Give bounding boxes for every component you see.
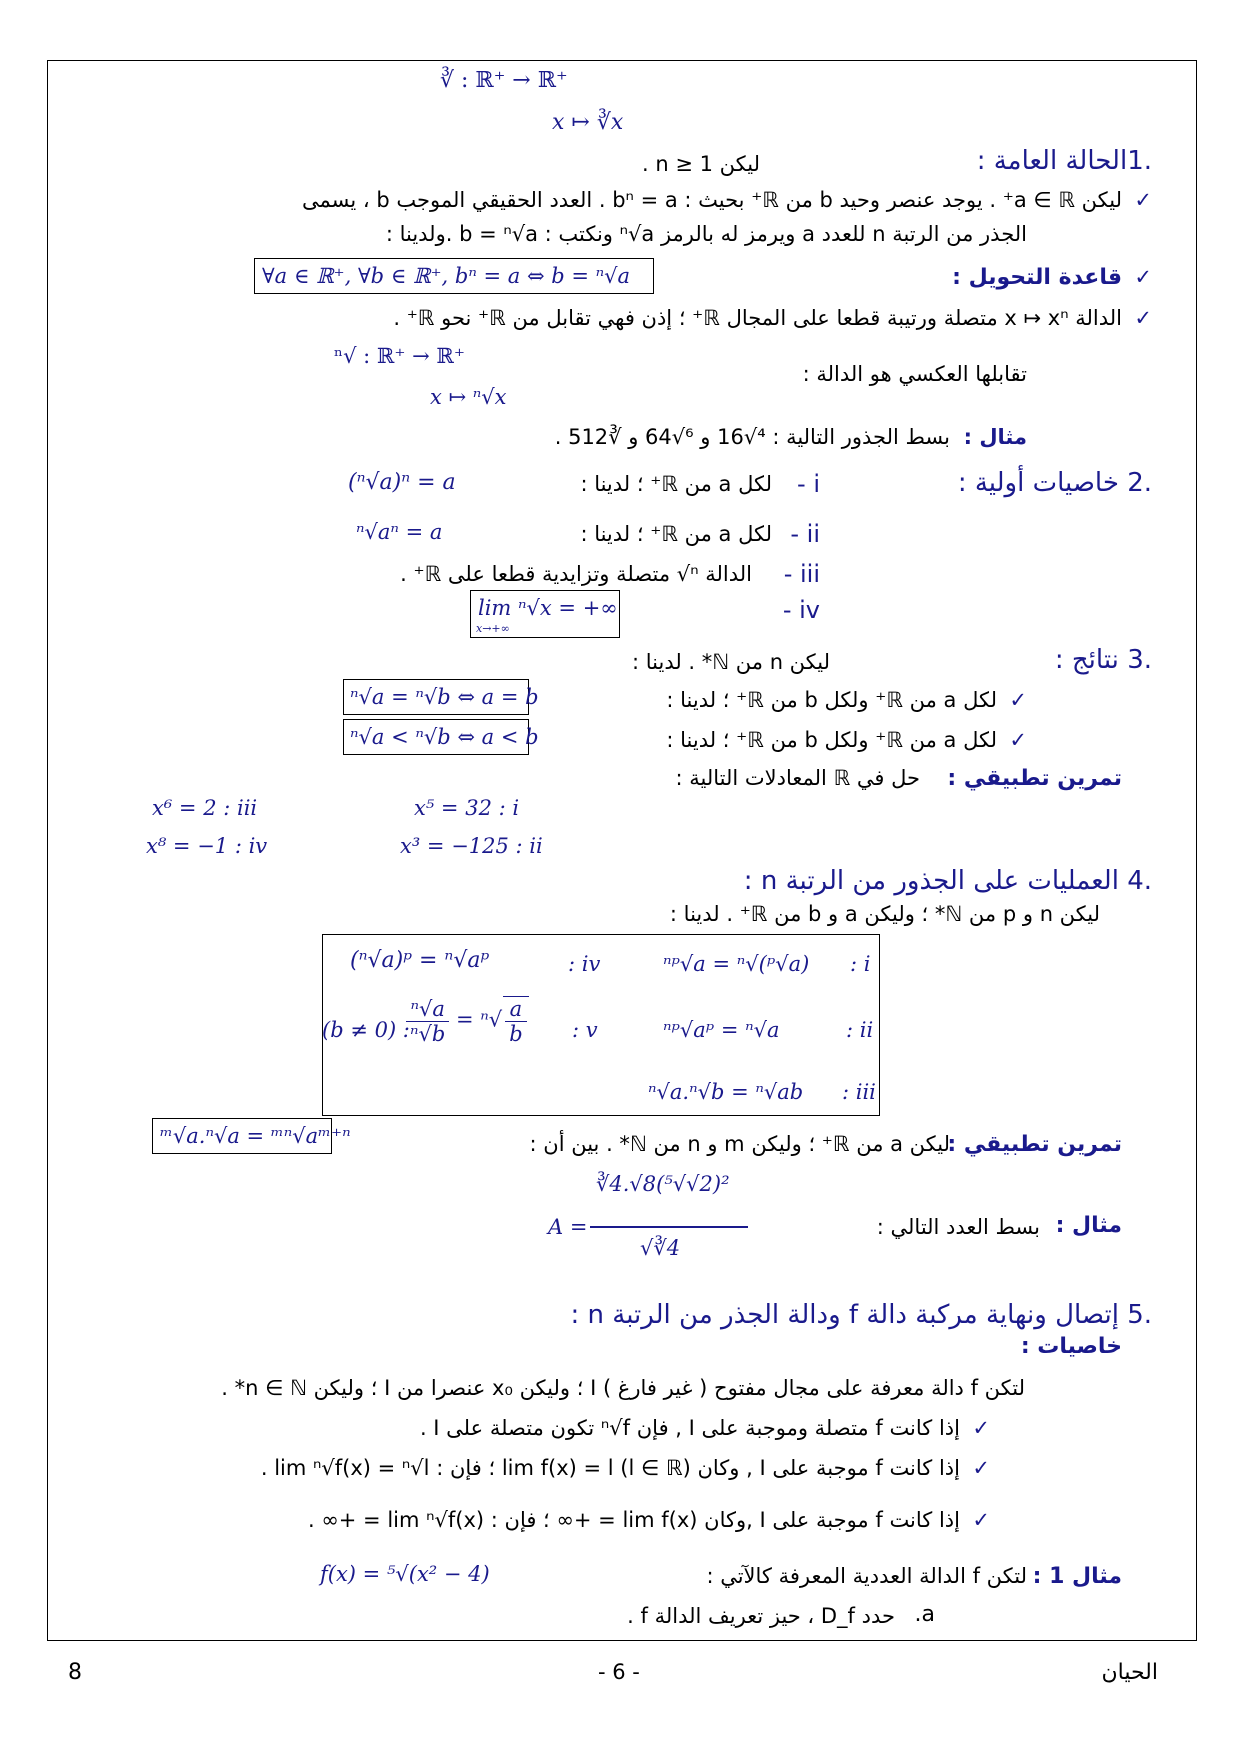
s5-c1: إذا كانت f متصلة وموجبة على I , فإن ⁿ√f تكون متصلة على I . xyxy=(419,1416,960,1440)
s1-p1: ليكن a ∈ ℝ⁺ . يوجد عنصر وحيد b من ℝ⁺ بحيث : bⁿ = a . العدد الحقيقي الموجب b ، يسمى xyxy=(302,188,1122,212)
s5-c3: إذا كانت f موجبة على I ,وكان lim f(x) = +∞ ؛ فإن : lim ⁿ√f(x) = +∞ . xyxy=(307,1508,960,1532)
s5-title: .5 إتصال ونهاية مركبة دالة f ودالة الجذر من الرتبة n : xyxy=(570,1300,1152,1330)
s2-iii-label: iii - xyxy=(783,560,820,588)
s5-ex-label: مثال 1 : xyxy=(1032,1564,1122,1589)
s5-p1: لتكن f دالة معرفة على مجال مفتوح ( غير فارغ ) I ؛ وليكن x₀ عنصرا من I ؛ وليكن n ∈ ℕ* . xyxy=(221,1376,1025,1400)
s4-f-ii: ⁿᵖ√aᵖ = ⁿ√a xyxy=(663,1018,780,1042)
s4-A-label: A = xyxy=(548,1215,588,1239)
s4-lab-ii: : ii xyxy=(846,1018,874,1042)
s3-ex-label: تمرين تطبيقي : xyxy=(947,766,1122,791)
s1-inv-text: تقابلها العكسي هو الدالة : xyxy=(802,362,1027,386)
s3-r1-formula: ⁿ√a = ⁿ√b ⇔ a = b xyxy=(350,685,539,709)
s4-title: .4 العمليات على الجذور من الرتبة n : xyxy=(743,866,1152,896)
s5-a-text: حدد D_f ، حيز تعريف الدالة f . xyxy=(627,1604,895,1628)
s3-eq-iv: x⁸ = −1 : iv xyxy=(146,834,268,858)
s4-f-iii: ⁿ√a.ⁿ√b = ⁿ√ab xyxy=(648,1080,804,1104)
check-icon: ✓ xyxy=(1134,188,1152,212)
check-icon: ✓ xyxy=(972,1416,990,1440)
check-icon: ✓ xyxy=(1009,728,1027,752)
s4-ex2-text: بسط العدد التالي : xyxy=(876,1215,1040,1239)
check-icon: ✓ xyxy=(972,1456,990,1480)
s2-ii-text: لكل a من ℝ⁺ ؛ لدينا : xyxy=(580,522,772,546)
s1-title: .1الحالة العامة : xyxy=(976,146,1152,176)
s1-rule-label: قاعدة التحويل : xyxy=(952,265,1122,290)
s3-intro: ليكن n من ℕ* . لدينا : xyxy=(631,650,830,674)
s4-lab-iii: : iii xyxy=(842,1080,876,1104)
s5-sub: خاصيات : xyxy=(1020,1334,1122,1359)
s3-title: .3 نتائج : xyxy=(1054,645,1152,675)
s2-title: .2 خاصيات أولية : xyxy=(957,468,1152,498)
s4-ex-formula: ᵐ√a.ⁿ√a = ᵐⁿ√aᵐ⁺ⁿ xyxy=(160,1124,351,1148)
intro-map-line1: ∛ : ℝ⁺ → ℝ⁺ xyxy=(440,68,568,93)
s1-p3: الدالة x ↦ xⁿ متصلة ورتيبة قطعا على المجال ℝ⁺ ؛ إذن فهي تقابل من ℝ⁺ نحو ℝ⁺ . xyxy=(393,306,1122,330)
s3-eq-iii: x⁶ = 2 : iii xyxy=(152,796,258,820)
s3-eq-i: x⁵ = 32 : i xyxy=(414,796,520,820)
s1-ex-text: بسط الجذور التالية : ⁴√16 و ⁶√64 و ∛512 . xyxy=(554,425,950,449)
s5-ex-text: لتكن f الدالة العددية المعرفة كالآتي : xyxy=(706,1564,1027,1588)
s5-ex-formula: f(x) = ⁵√(x² − 4) xyxy=(320,1562,490,1586)
s4-f-v-cond: (b ≠ 0) : xyxy=(322,1018,410,1042)
s3-eq-ii: x³ = −125 : ii xyxy=(400,834,543,858)
s4-f-v-frac: $\frac{\text{ⁿ√a}}{\text{ⁿ√b}}$ = ⁿ√ $\frac{a}{b}$ xyxy=(406,996,529,1046)
intro-map-line2: x ↦ ∛x xyxy=(552,110,624,135)
s3-r1-text: لكل a من ℝ⁺ ولكل b من ℝ⁺ ؛ لدينا : xyxy=(666,688,997,712)
s2-iii-text: الدالة ⁿ√ متصلة وتزايدية قطعا على ℝ⁺ . xyxy=(400,562,752,586)
s4-A-num: ∛4.√8(⁵√√2)² xyxy=(596,1172,730,1196)
footer-page-number: 8 xyxy=(68,1660,82,1685)
check-icon: ✓ xyxy=(1134,306,1152,330)
s4-ex2-label: مثال : xyxy=(1055,1213,1122,1238)
s1-p2: الجذر من الرتبة n للعدد a ويرمز له بالرمز ⁿ√a ونكتب : b = ⁿ√a .ولدينا : xyxy=(385,222,1027,246)
s4-A-den: √∛4 xyxy=(640,1236,681,1260)
s1-rule-formula: ∀a ∈ ℝ⁺, ∀b ∈ ℝ⁺, bⁿ = a ⇔ b = ⁿ√a xyxy=(262,264,631,288)
s4-f-iv: (ⁿ√a)ᵖ = ⁿ√aᵖ xyxy=(350,948,490,973)
fraction-line xyxy=(590,1226,748,1228)
footer-page-label: - 6 - xyxy=(598,1660,640,1684)
s4-ex-label: تمرين تطبيقي : xyxy=(947,1132,1122,1157)
s5-a-label: a. xyxy=(914,1602,935,1627)
s4-lab-v: : v xyxy=(572,1018,598,1042)
s2-i-text: لكل a من ℝ⁺ ؛ لدينا : xyxy=(580,472,772,496)
check-icon: ✓ xyxy=(972,1508,990,1532)
check-icon: ✓ xyxy=(1009,688,1027,712)
s3-ex-text: حل في ℝ المعادلات التالية : xyxy=(675,766,920,790)
s4-lab-iv: : iv xyxy=(568,952,601,976)
s3-r2-text: لكل a من ℝ⁺ ولكل b من ℝ⁺ ؛ لدينا : xyxy=(666,728,997,752)
s2-iv-formula: lim ⁿ√x = +∞ xyxy=(478,596,618,620)
s1-cond: ليكن n ≥ 1 . xyxy=(642,152,760,176)
s2-ii-formula: ⁿ√aⁿ = a xyxy=(356,520,443,544)
s1-inv-line2: x ↦ ⁿ√x xyxy=(430,385,507,409)
s2-i-label: i - xyxy=(797,470,820,498)
s5-c2: إذا كانت f موجبة على I , وكان lim f(x) = l (l ∈ ℝ) ؛ فإن : lim ⁿ√f(x) = ⁿ√l . xyxy=(260,1456,960,1480)
s4-f-i: ⁿᵖ√a = ⁿ√(ᵖ√a) xyxy=(663,952,810,976)
s4-intro: ليكن n و p من ℕ* ؛ وليكن a و b من ℝ⁺ . لدينا : xyxy=(669,902,1100,926)
s2-i-formula: (ⁿ√a)ⁿ = a xyxy=(348,470,456,495)
check-icon: ✓ xyxy=(1134,265,1152,289)
s1-inv-line1: ⁿ√ : ℝ⁺ → ℝ⁺ xyxy=(334,344,465,368)
s3-r2-formula: ⁿ√a < ⁿ√b ⇔ a < b xyxy=(350,725,539,749)
s4-lab-i: : i xyxy=(850,952,871,976)
s1-ex-label: مثال : xyxy=(963,425,1027,449)
s4-ex-text: ليكن a من ℝ⁺ ؛ وليكن m و n من ℕ* . بين أن : xyxy=(529,1132,950,1156)
footer-author: الحيان xyxy=(1101,1660,1158,1685)
s2-ii-label: ii - xyxy=(790,520,820,548)
s2-iv-label: iv - xyxy=(782,596,820,624)
s2-iv-sub: x→+∞ xyxy=(476,622,510,635)
